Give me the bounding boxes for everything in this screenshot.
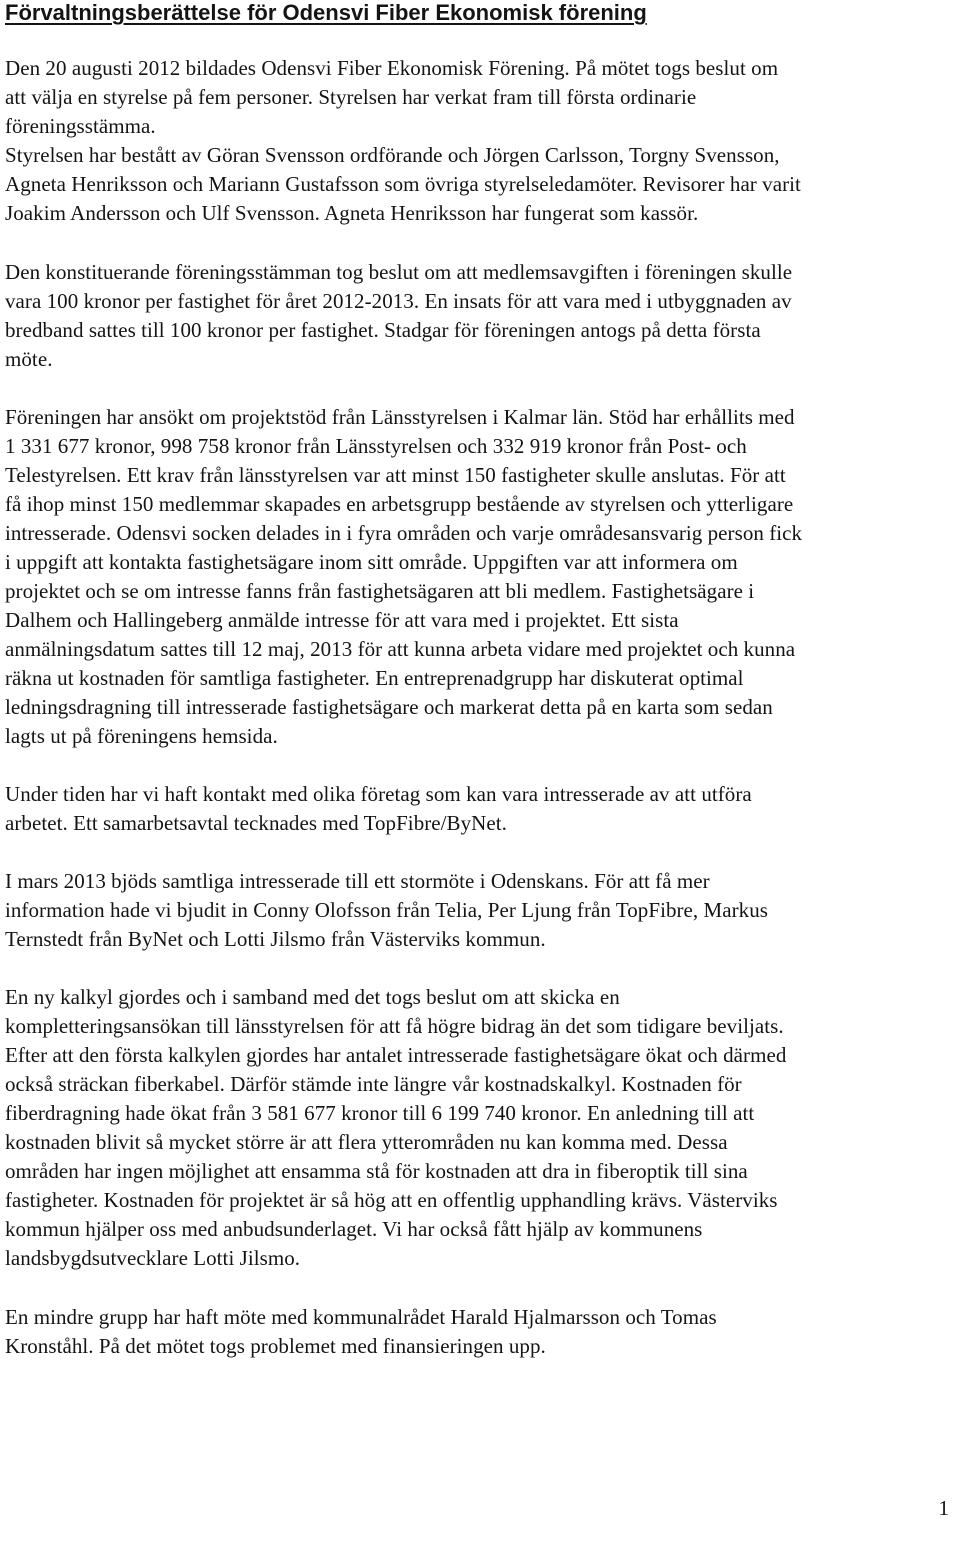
text-line: En ny kalkyl gjordes och i samband med det togs beslut om att skicka en bbox=[5, 985, 620, 1009]
text-line: få ihop minst 150 medlemmar skapades en arbetsgrupp bestående av styrelsen och ytterligare bbox=[5, 492, 794, 516]
text-line: ledningsdragning till intresserade fastighetsägare och markerat detta på en karta som sedan bbox=[5, 695, 773, 719]
paragraph-membership-fee bbox=[5, 258, 955, 374]
text-line: lagts ut på föreningens hemsida. bbox=[5, 724, 278, 748]
paragraph-project-support bbox=[5, 403, 955, 751]
text-line: bredband sattes till 100 kronor per fastighet. Stadgar för föreningen antogs på detta första bbox=[5, 318, 761, 342]
text-line: kompletteringsansökan till länsstyrelsen för att få högre bidrag än det som tidigare beviljats. bbox=[5, 1014, 784, 1038]
text-line: Efter att den första kalkylen gjordes har antalet intresserade fastighetsägare ökat och därmed bbox=[5, 1043, 787, 1067]
text-line: kostnaden blivit så mycket större är att flera ytterområden nu kan komma med. Dessa bbox=[5, 1130, 728, 1154]
text-line: intresserade. Odensvi socken delades in i fyra områden och varje områdesansvarig person fick bbox=[5, 521, 803, 545]
text-line: En mindre grupp har haft möte med kommunalrådet Harald Hjalmarsson och Tomas bbox=[5, 1305, 717, 1329]
text-line: Agneta Henriksson och Mariann Gustafsson som övriga styrelseledamöter. Revisorer har varit bbox=[5, 172, 801, 196]
text-line: i uppgift att kontakta fastighetsägare inom sitt område. Uppgiften var att informera om bbox=[5, 550, 738, 574]
text-line: arbetet. Ett samarbetsavtal tecknades med TopFibre/ByNet. bbox=[5, 811, 507, 835]
text-line: projektet och se om intresse fanns från fastighetsägaren att bli medlem. Fastighetsägare i bbox=[5, 579, 755, 603]
text-line: Kronståhl. På det mötet togs problemet med finansieringen upp. bbox=[5, 1334, 546, 1358]
text-line: räkna ut kostnaden för samtliga fastigheter. En entreprenadgrupp har diskuterat optimal bbox=[5, 666, 744, 690]
text-line: information hade vi bjudit in Conny Olofsson från Telia, Per Ljung från TopFibre, Markus bbox=[5, 898, 768, 922]
text-line: 1 331 677 kronor, 998 758 kronor från Länsstyrelsen och 332 919 kronor från Post- och bbox=[5, 434, 747, 458]
text-line: kommun hjälper oss med anbudsunderlaget. Vi har också fått hjälp av kommunens bbox=[5, 1217, 703, 1241]
text-line: Den 20 augusti 2012 bildades Odensvi Fiber Ekonomisk Förening. På mötet togs beslut om bbox=[5, 56, 779, 80]
text-line: Joakim Andersson och Ulf Svensson. Agneta Henriksson har fungerat som kassör. bbox=[5, 201, 699, 225]
text-line: Den konstituerande föreningsstämman tog beslut om att medlemsavgiften i föreningen skulle bbox=[5, 260, 793, 284]
text-line: Ternstedt från ByNet och Lotti Jilsmo från Västerviks kommun. bbox=[5, 927, 546, 951]
text-line: fastigheter. Kostnaden för projektet är så hög att en offentlig upphandling krävs. Västerviks bbox=[5, 1188, 778, 1212]
document-title: Förvaltningsberättelse för Odensvi Fiber Ekonomisk förening bbox=[5, 0, 647, 25]
paragraph-municipal-meeting bbox=[5, 1303, 955, 1361]
text-line: Telestyrelsen. Ett krav från länsstyrelsen var att minst 150 fastigheter skulle anslutas. För att bbox=[5, 463, 786, 487]
text-line: också sträckan fiberkabel. Därför stämde inte längre vår kostnadskalkyl. Kostnaden för bbox=[5, 1072, 742, 1096]
paragraph-new-calculation bbox=[5, 983, 955, 1273]
text-line: fiberdragning hade ökat från 3 581 677 kronor till 6 199 740 kronor. En anledning till att bbox=[5, 1101, 755, 1125]
paragraph-contractors bbox=[5, 780, 955, 838]
text-line: landsbygdsutvecklare Lotti Jilsmo. bbox=[5, 1246, 301, 1270]
text-line: Styrelsen har bestått av Göran Svensson ordförande och Jörgen Carlsson, Torgny Svensson, bbox=[5, 143, 780, 167]
text-line: möte. bbox=[5, 347, 53, 371]
paragraph-founding bbox=[5, 54, 955, 228]
text-line: föreningsstämma. bbox=[5, 114, 156, 138]
text-line: Dalhem och Hallingeberg anmälde intresse för att vara med i projektet. Ett sista bbox=[5, 608, 679, 632]
text-line: Föreningen har ansökt om projektstöd från Länsstyrelsen i Kalmar län. Stöd har erhållits med bbox=[5, 405, 795, 429]
page-number: 1 bbox=[938, 1496, 949, 1520]
text-line: Under tiden har vi haft kontakt med olika företag som kan vara intresserade av att utföra bbox=[5, 782, 752, 806]
text-line: områden har ingen möjlighet att ensamma stå för kostnaden att dra in fiberoptik till sina bbox=[5, 1159, 748, 1183]
text-line: att välja en styrelse på fem personer. Styrelsen har verkat fram till första ordinarie bbox=[5, 85, 697, 109]
text-line: I mars 2013 bjöds samtliga intresserade till ett stormöte i Odenskans. För att få mer bbox=[5, 869, 710, 893]
text-line: anmälningsdatum sattes till 12 maj, 2013 för att kunna arbeta vidare med projektet och kunna bbox=[5, 637, 796, 661]
text-line: vara 100 kronor per fastighet för året 2012-2013. En insats för att vara med i utbyggnaden av bbox=[5, 289, 792, 313]
paragraph-general-meeting bbox=[5, 867, 955, 954]
